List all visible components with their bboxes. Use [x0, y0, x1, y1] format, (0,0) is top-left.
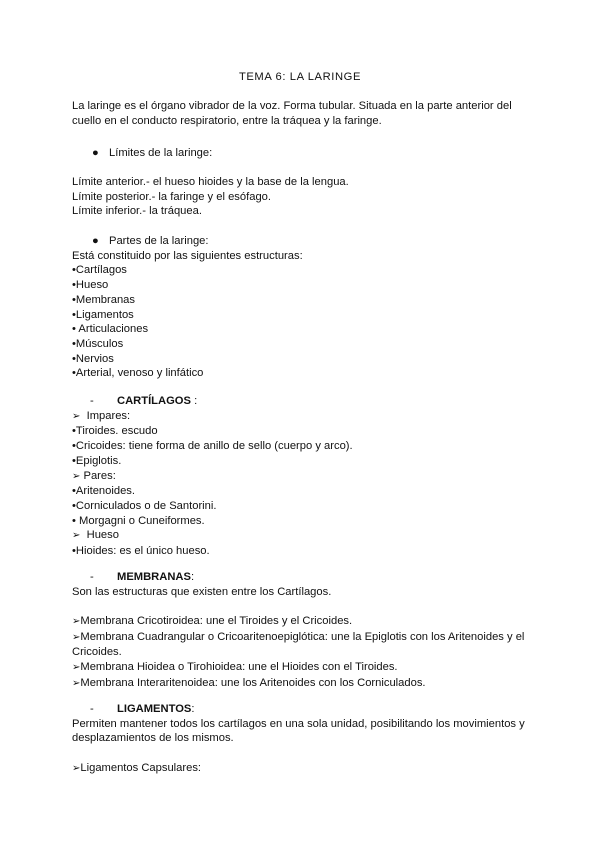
bullet-icon: ●	[92, 235, 99, 247]
list-item-text: Ligamentos Capsulares:	[80, 762, 202, 774]
arrow-icon: ➢	[72, 631, 81, 643]
list-item: Límite inferior.- la tráquea.	[72, 205, 202, 218]
list-item	[72, 660, 542, 676]
limites-heading	[72, 146, 562, 161]
list-item: •Corniculados o de Santorini.	[72, 499, 217, 512]
list-item-text: Membrana Hioidea o Tirohioidea: une el Hioides con el Tiroides.	[80, 661, 398, 674]
list-item	[72, 630, 542, 646]
list-item: •Aritenoides.	[72, 485, 135, 498]
partes-heading	[72, 234, 542, 249]
list-item-continuation: Cricoides.	[72, 646, 122, 659]
limites-heading-text: Límites de la laringe:	[109, 147, 213, 159]
list-item-text: Membrana Interaritenoidea: une los Aritenoides con los Corniculados.	[80, 676, 426, 689]
page-title: TEMA 6: LA LARINGE	[238, 71, 362, 83]
list-item: Límite anterior.- el hueso hioides y la base de la lengua.	[72, 176, 349, 188]
arrow-icon: ➢	[72, 470, 81, 482]
ligamentos-text-line: Permiten mantener todos los cartílagos en una sola unidad, posibilitando los movimientos y	[72, 717, 525, 730]
membranas-heading	[72, 570, 542, 585]
list-item-text: Membrana Cuadrangular o Cricoaritenoepiglótica: une la Epiglotis con los Aritenoides y el	[80, 630, 525, 643]
list-item: •Ligamentos	[72, 308, 134, 321]
membranas-heading-colon: :	[190, 571, 195, 583]
list-item: •Cartílagos	[72, 264, 127, 277]
hueso-label-text: Hueso	[86, 529, 119, 542]
pares-label-text: Pares:	[83, 469, 116, 482]
list-item: • Morgagni o Cuneiformes.	[72, 514, 205, 527]
partes-heading-text: Partes de la laringe:	[109, 235, 209, 247]
arrow-icon: ➢	[72, 677, 81, 689]
list-item: • Articulaciones	[72, 323, 149, 336]
list-item	[72, 614, 542, 630]
intro-paragraph	[72, 99, 542, 128]
list-item	[72, 676, 542, 692]
list-item: •Membranas	[72, 293, 135, 306]
ligamentos-heading	[72, 702, 542, 717]
membranas-heading-text: MEMBRANAS	[117, 571, 191, 583]
arrow-icon: ➢	[72, 410, 81, 422]
list-item: •Nervios	[72, 352, 114, 365]
dash-marker: -	[90, 703, 94, 715]
cartilagos-heading	[72, 394, 542, 409]
cartilagos-section	[72, 394, 542, 559]
list-item: •Arterial, venoso y linfático	[72, 367, 204, 380]
pares-label	[72, 469, 542, 485]
list-item: •Hioides: es el único hueso.	[72, 545, 210, 558]
membranas-list	[72, 614, 542, 692]
list-item: Límite posterior.- la faringe y el esófago.	[72, 190, 271, 203]
arrow-icon: ➢	[72, 662, 81, 674]
cartilagos-heading-colon: :	[190, 395, 198, 407]
membranas-intro: Son las estructuras que existen entre los Cartílagos.	[72, 585, 332, 598]
partes-intro: Está constituido por las siguientes estructuras:	[72, 249, 303, 262]
ligamentos-heading-colon: :	[191, 703, 195, 715]
impares-label-text: Impares:	[86, 409, 131, 422]
list-item: •Hueso	[72, 279, 109, 292]
membranas-section	[72, 570, 542, 599]
dash-marker: -	[90, 571, 94, 583]
list-item: •Tiroides. escudo	[72, 425, 158, 438]
list-item-text: Membrana Cricotiroidea: une el Tiroides y el Cricoides.	[80, 615, 353, 627]
list-item: •Epiglotis.	[72, 454, 122, 467]
ligamentos-text-line: desplazamientos de los mismos.	[72, 732, 234, 745]
list-item: •Cricoides: tiene forma de anillo de sello (cuerpo y arco).	[72, 440, 353, 453]
ligamentos-capsulares	[72, 761, 542, 777]
dash-marker: -	[90, 395, 94, 407]
bullet-icon: ●	[92, 147, 99, 159]
ligamentos-section	[72, 702, 542, 746]
arrow-icon: ➢	[72, 530, 81, 542]
ligamentos-heading-text: LIGAMENTOS	[117, 703, 192, 715]
hueso-label	[72, 528, 542, 544]
intro-line: La laringe es el órgano vibrador de la voz. Forma tubular. Situada en la parte anterior del	[72, 100, 512, 112]
list-item: •Músculos	[72, 337, 124, 350]
arrow-icon: ➢	[72, 616, 81, 627]
arrow-icon: ➢	[72, 763, 81, 774]
impares-label	[72, 409, 542, 425]
cartilagos-heading-text: CARTÍLAGOS	[117, 395, 191, 407]
intro-line: cuello en el conducto respiratorio, entre la tráquea y la faringe.	[72, 114, 382, 127]
partes-section	[72, 234, 542, 381]
limites-list	[72, 175, 542, 219]
list-item	[72, 761, 542, 777]
